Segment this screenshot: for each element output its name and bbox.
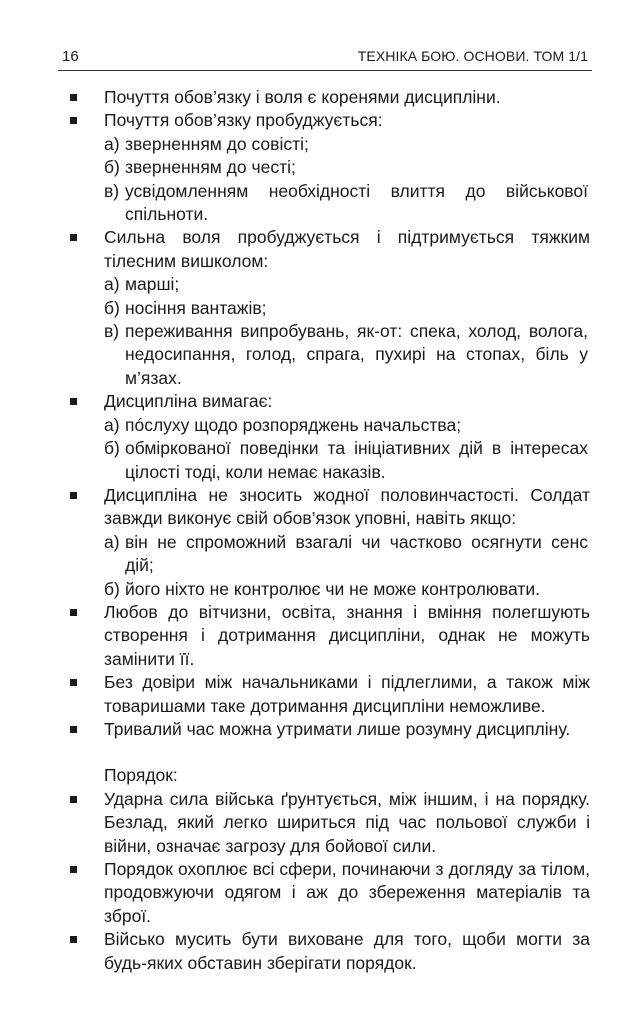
square-bullet-icon — [70, 796, 77, 803]
square-bullet-icon — [70, 94, 77, 101]
square-bullet-icon — [70, 234, 77, 241]
bullet-item — [70, 718, 590, 741]
sub-list-item — [70, 273, 590, 296]
sub-list-item — [70, 531, 590, 578]
running-title: ТЕХНІКА БОЮ. ОСНОВИ. ТОМ 1/1 — [357, 48, 588, 64]
sub-item-label: б) — [104, 157, 120, 178]
item-text: зверненням до совісті; — [125, 133, 309, 154]
item-text: Тривалий час можна утримати лише розумну дисципліну. — [104, 718, 571, 739]
square-bullet-icon — [70, 726, 77, 733]
page-body — [70, 86, 590, 975]
sub-item-label: а) — [104, 531, 120, 552]
page-header — [62, 48, 588, 70]
item-text: пóслуху щодо розпоряджень начальства; — [125, 414, 462, 435]
square-bullet-icon — [70, 398, 77, 405]
bullet-item — [70, 858, 590, 928]
item-text: Військо мусить бути виховане для того, щоби могти за будь-яких обставин зберігати порядок. — [104, 929, 590, 973]
sub-list-item — [70, 133, 590, 156]
bullet-item — [70, 86, 590, 109]
bullet-item — [70, 390, 590, 413]
bullet-item — [70, 226, 590, 273]
sub-item-label: а) — [104, 414, 120, 435]
bullet-item — [70, 788, 590, 858]
item-text: обміркованої поведінки та ініціативних дій в інтересах цілості тоді, коли немає наказів. — [125, 438, 588, 482]
item-text: його ніхто не контролює чи не може контролювати. — [125, 578, 541, 599]
item-text: Дисципліна не зносить жодної половинчастості. Солдат завжди виконує свій обов’язок уповні, навіть якщо: — [104, 484, 590, 529]
item-text: Сильна воля пробуджується і підтримується тяжким тілесним вишколом: — [104, 227, 590, 271]
sub-list-item — [70, 437, 590, 484]
item-text: Порядок: — [104, 765, 178, 786]
item-text: Почуття обов’язку пробуджується: — [104, 110, 383, 131]
sub-list-item — [70, 578, 590, 601]
bullet-item — [70, 671, 590, 718]
sub-item-label: б) — [104, 438, 120, 459]
item-text: зверненням до честі; — [125, 157, 296, 178]
item-text: він не спроможний взагалі чи частково осягнути сенс дій; — [125, 531, 588, 576]
square-bullet-icon — [70, 936, 77, 943]
bullet-item — [70, 601, 590, 671]
sub-list-item — [70, 320, 590, 390]
page-number: 16 — [62, 48, 79, 65]
sub-item-label: а) — [104, 274, 120, 295]
item-text: Без довіри між начальниками і підлеглими, а також між товаришами таке дотримання дисципліни неможливе. — [104, 672, 590, 716]
sub-list-item — [70, 414, 590, 437]
paragraph-spacer — [70, 741, 590, 764]
item-text: усвідомленням необхідності влиття до військової спільноти. — [125, 180, 588, 225]
bullet-item — [70, 928, 590, 975]
item-text: Ударна сила війська ґрунтується, між іншим, і на порядку. Безлад, який легко шириться під час польової служби і війни, означає загрозу для бойової сили. — [104, 788, 590, 856]
header-rule — [58, 70, 592, 71]
bullet-item — [70, 109, 590, 132]
sub-item-label: б) — [104, 578, 120, 599]
item-text: Любов до вітчизни, освіта, знання і вміння полегшують створення і дотримання дисципліни, однак не можуть замінити її. — [104, 601, 590, 669]
section-heading — [70, 764, 590, 787]
sub-item-label: б) — [104, 297, 120, 318]
sub-list-item — [70, 180, 590, 227]
square-bullet-icon — [70, 609, 77, 616]
square-bullet-icon — [70, 117, 77, 124]
sub-item-label: в) — [104, 180, 120, 201]
item-text: Порядок охоплює всі сфери, починаючи з догляду за тілом, продовжуючи одягом і аж до збереження матеріалів та зброї. — [104, 859, 590, 926]
bullet-item — [70, 484, 590, 531]
sub-item-label: в) — [104, 321, 120, 342]
sub-list-item — [70, 156, 590, 179]
sub-item-label: а) — [104, 133, 120, 154]
item-text: Дисципліна вимагає: — [104, 391, 273, 412]
square-bullet-icon — [70, 866, 77, 873]
item-text: носіння вантажів; — [125, 297, 267, 318]
sub-list-item — [70, 297, 590, 320]
item-text: марші; — [125, 274, 180, 295]
square-bullet-icon — [70, 679, 77, 686]
item-text: Почуття обов’язку і воля є коренями дисципліни. — [104, 87, 501, 107]
square-bullet-icon — [70, 492, 77, 499]
item-text: переживання випробувань, як-от: спека, холод, волога, недосипання, голод, спрага, пухирі на стопах, біль у м’язах. — [125, 321, 588, 388]
